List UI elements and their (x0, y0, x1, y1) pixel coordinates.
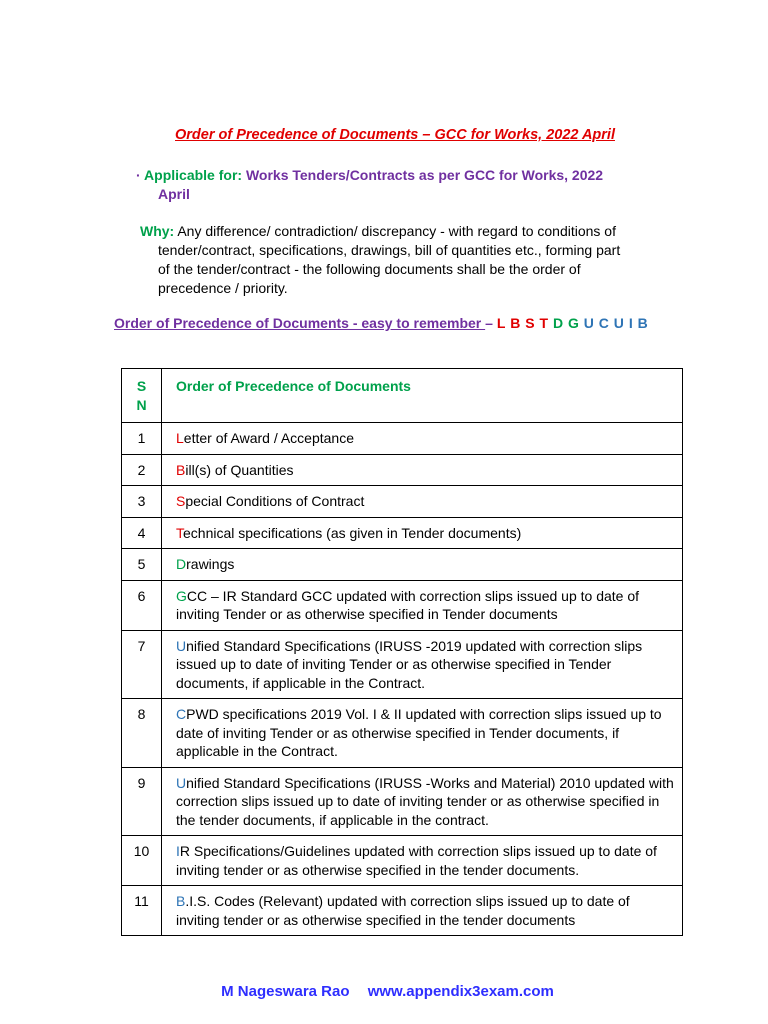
row-sn: 10 (122, 836, 162, 886)
header-sn (122, 369, 162, 423)
mnemonic-letter: C (598, 315, 610, 331)
row-initial: S (176, 493, 186, 509)
row-doc (162, 517, 683, 549)
footer (0, 983, 768, 1000)
footer-website-link[interactable]: www.appendix3exam.com (367, 983, 554, 1000)
row-doc (162, 454, 683, 486)
table-row (122, 836, 683, 886)
row-initial: I (176, 843, 180, 859)
table-row (122, 699, 683, 768)
row-text: pecial Conditions of Contract (185, 493, 365, 509)
row-initial: T (176, 524, 183, 541)
row-doc (162, 767, 683, 836)
applicable-text-line2: April (158, 186, 190, 202)
mnemonic-label: Order of Precedence of Documents - easy to remember (114, 315, 486, 331)
row-text: R Specifications/Guidelines updated with correction slips issued up to date of inviting tender or as otherwise specified in the tender documents. (176, 843, 657, 878)
row-sn: 9 (122, 767, 162, 836)
row-text: echnical specifications (as given in Tender documents) (183, 524, 522, 541)
applicable-for (136, 166, 656, 204)
row-sn: 2 (122, 454, 162, 486)
row-doc (162, 580, 683, 630)
mnemonic-line (114, 315, 754, 331)
row-doc (162, 886, 683, 936)
bullet: · (136, 167, 141, 183)
row-sn: 3 (122, 486, 162, 518)
row-sn: 5 (122, 549, 162, 581)
row-text: nified Standard Specifications (IRUSS -2019 updated with correction slips issued up to date of inviting Tender or as otherwise specified in Tender documents, if applicable in the Contract. (176, 637, 643, 691)
why-line3: of the tender/contract - the following documents shall be the order of (158, 261, 581, 277)
row-sn: 4 (122, 517, 162, 549)
row-text: ill(s) of Quantities (185, 461, 294, 478)
precedence-table (121, 368, 683, 936)
table-row (122, 486, 683, 518)
row-initial: G (176, 587, 187, 604)
table-row (122, 423, 683, 455)
row-initial: L (176, 430, 184, 446)
row-sn: 6 (122, 580, 162, 630)
header-sn-s: S (136, 378, 147, 394)
row-doc (162, 630, 683, 699)
applicable-label: Applicable for: (144, 167, 243, 183)
table-header-row (122, 369, 683, 423)
why-line2: tender/contract, specifications, drawings, bill of quantities etc., forming part (158, 242, 621, 258)
row-sn: 8 (122, 699, 162, 768)
mnemonic-letter: U (613, 315, 625, 331)
why-line1: Any difference/ contradiction/ discrepancy - with regard to conditions of (177, 223, 616, 239)
mnemonic-letter: L (496, 315, 507, 331)
table-row (122, 454, 683, 486)
row-sn: 1 (122, 423, 162, 455)
header-sn-n: N (136, 396, 147, 413)
row-doc (162, 423, 683, 455)
why-line4: precedence / priority. (158, 280, 288, 296)
row-initial: U (176, 774, 187, 791)
mnemonic-letter: D (552, 315, 565, 331)
applicable-text-line1: Works Tenders/Contracts as per GCC for Works, 2022 (245, 167, 604, 183)
mnemonic-letter: I (628, 315, 634, 331)
table-row (122, 580, 683, 630)
table-row (122, 517, 683, 549)
mnemonic-letter: S (525, 315, 536, 331)
mnemonic-letter: B (510, 315, 522, 331)
mnemonic-dash: – (485, 315, 493, 331)
row-sn: 7 (122, 630, 162, 699)
row-initial: B (176, 893, 186, 909)
row-doc (162, 549, 683, 581)
why-label: Why: (140, 223, 175, 239)
table-row (122, 886, 683, 936)
row-text: etter of Award / Acceptance (183, 430, 354, 446)
row-text: PWD specifications 2019 Vol. I & II updated with correction slips issued up to date of inviting Tender or as otherwise specified in Tender documents, if applicable in the Contract. (176, 706, 662, 759)
row-initial: D (176, 556, 187, 572)
row-sn: 11 (122, 886, 162, 936)
mnemonic-letter: T (539, 315, 550, 331)
header-doc: Order of Precedence of Documents (162, 369, 683, 423)
row-text: nified Standard Specifications (IRUSS -Works and Material) 2010 updated with correction slips issued up to date of inviting tender or as otherwise specified in the tender documents, if applicable in the contract. (176, 774, 674, 828)
table-row (122, 549, 683, 581)
mnemonic-letter: U (583, 315, 595, 331)
row-doc (162, 836, 683, 886)
mnemonic-letter: G (567, 315, 580, 331)
table-row (122, 630, 683, 699)
row-initial: B (176, 461, 186, 478)
row-doc (162, 486, 683, 518)
row-initial: C (176, 706, 187, 722)
mnemonic-letter: B (637, 315, 649, 331)
row-initial: U (176, 637, 187, 654)
why-paragraph (140, 222, 665, 298)
row-text: .I.S. Codes (Relevant) updated with correction slips issued up to date of inviting tender or as otherwise specified in the tender documents (176, 893, 630, 928)
row-text: CC – IR Standard GCC updated with correction slips issued up to date of inviting Tender or as otherwise specified in Tender documents (176, 587, 640, 622)
table-row (122, 767, 683, 836)
row-doc (162, 699, 683, 768)
row-text: rawings (186, 556, 235, 572)
footer-author: M Nageswara Rao (221, 983, 350, 1000)
document-title: Order of Precedence of Documents – GCC for Works, 2022 April (175, 127, 615, 143)
